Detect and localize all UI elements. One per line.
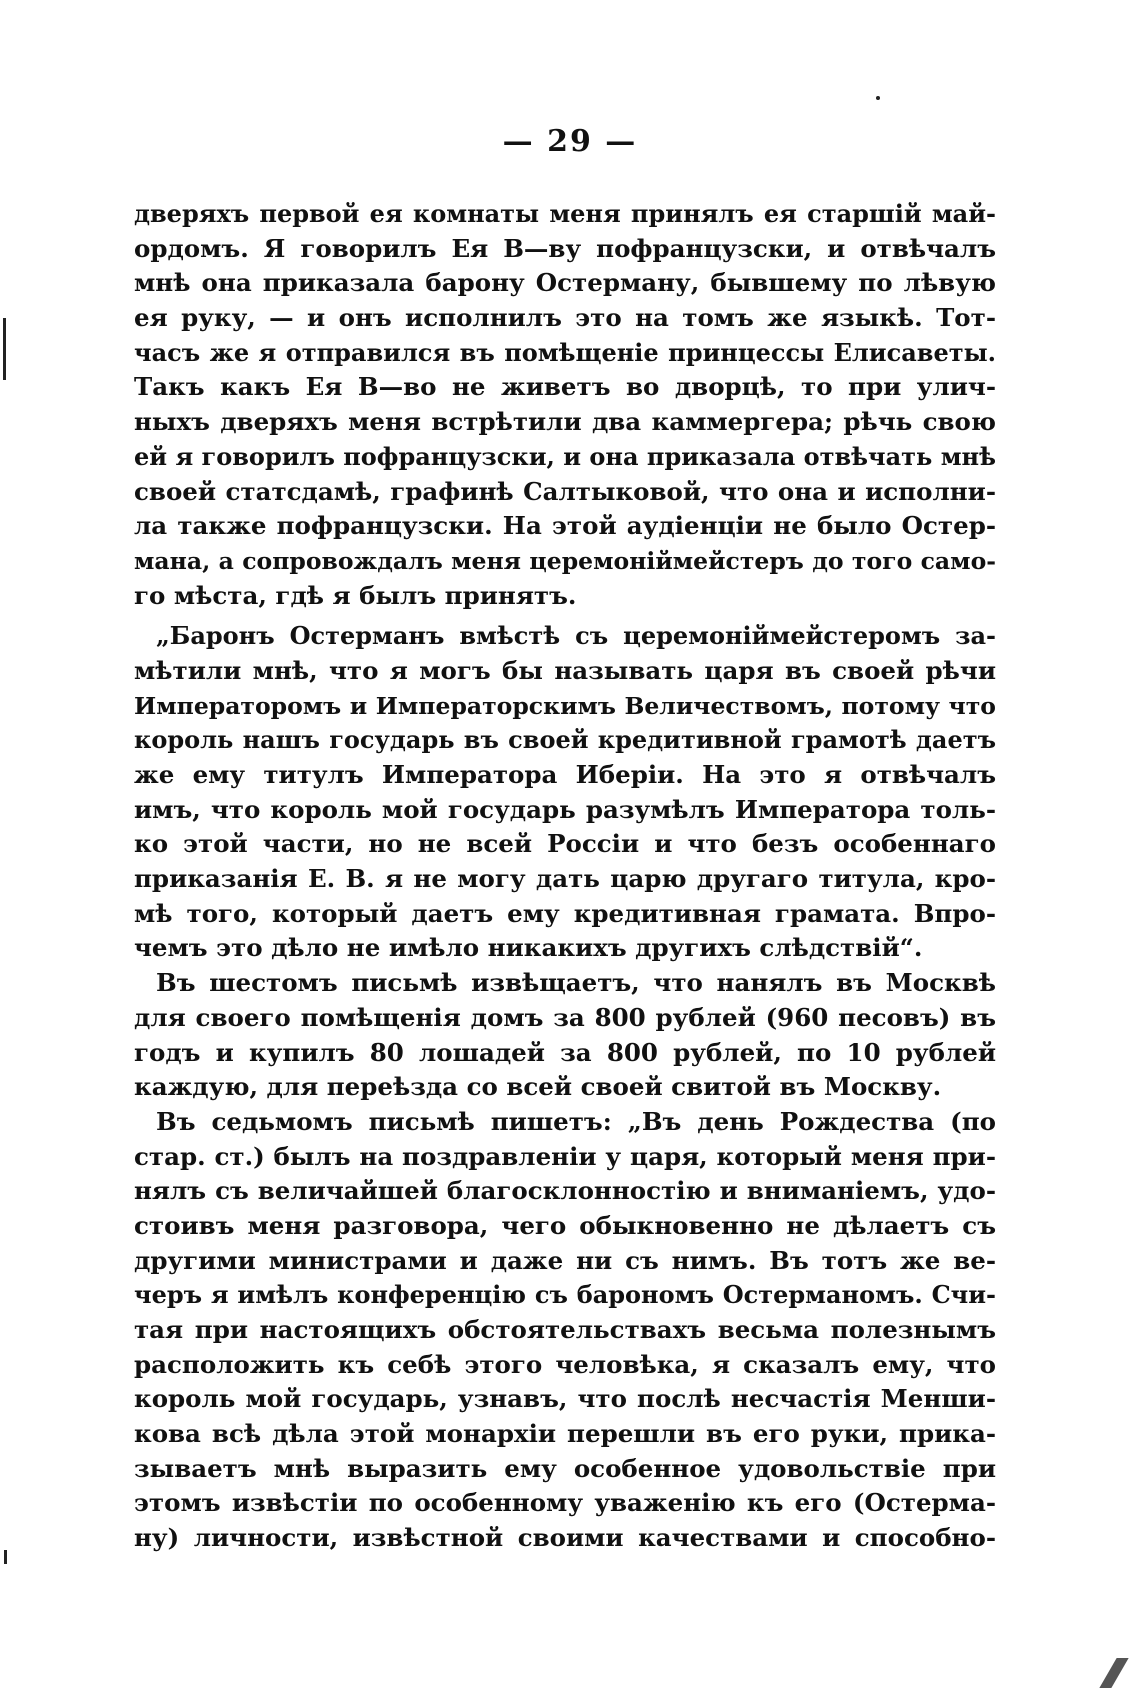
page-number: — 29 —: [502, 124, 638, 159]
text-line: мана, а сопровождалъ меня церемоніймейстеръ до того само-: [134, 546, 996, 575]
text-line: стар. ст.) былъ на поздравленіи у царя, который меня при-: [134, 1141, 996, 1171]
text-line: мнѣ она приказала барону Остерману, бывшему по лѣвую: [134, 268, 996, 298]
text-line: этомъ извѣстіи по особенному уваженію къ его (Остерма-: [134, 1488, 996, 1518]
text-line: Въ шестомъ письмѣ извѣщаетъ, что нанялъ въ Москвѣ: [156, 968, 996, 998]
text-line: ея руку, — и онъ исполнилъ это на томъ же языкѣ. Тот-: [134, 303, 996, 333]
text-line: Императоромъ и Императорскимъ Величествомъ, потому что: [134, 691, 996, 720]
text-line: Такъ какъ Ея В—во не живетъ во дворцѣ, то при улич-: [134, 372, 996, 402]
scan-edge-mark: [3, 318, 6, 380]
text-line: своей статсдамѣ, графинѣ Салтыковой, что она и исполни-: [134, 476, 996, 506]
paragraph-1: [134, 197, 996, 613]
text-line: ордомъ. Я говорилъ Ея В—ву пофранцузски, и отвѣчалъ: [134, 233, 996, 263]
text-line: Въ седьмомъ письмѣ пишетъ: „Въ день Рождества (по: [156, 1106, 996, 1136]
text-line: расположить къ себѣ этого человѣка, я сказалъ ему, что: [134, 1349, 996, 1379]
text-line: дверяхъ первой ея комнаты меня принялъ ея старшій май-: [134, 199, 996, 228]
text-line: ну) личности, извѣстной своими качествами и способно-: [134, 1523, 996, 1553]
text-line: нялъ съ величайшей благосклонностію и вниманіемъ, удо-: [134, 1176, 996, 1206]
text-line: каждую, для переѣзда со всей своей свитой въ Москву.: [134, 1072, 942, 1102]
text-line: „Баронъ Остерманъ вмѣстѣ съ церемоніймейстеромъ за-: [156, 621, 996, 651]
text-line: король нашъ государь въ своей кредитивной грамотѣ даетъ: [134, 725, 996, 755]
text-line: го мѣста, гдѣ я былъ принятъ.: [134, 580, 577, 610]
body-text: [134, 197, 996, 1556]
text-line: другими министрами и даже ни съ нимъ. Въ тотъ же ве-: [134, 1245, 996, 1275]
paragraph-2: [134, 619, 996, 966]
scan-speck: [1099, 1658, 1128, 1688]
text-line: черъ я имѣлъ конференцію съ барономъ Остерманомъ. Счи-: [134, 1280, 996, 1310]
text-line: ей я говорилъ пофранцузски, и она приказала отвѣчать мнѣ: [134, 441, 996, 471]
text-line: приказанія Е. В. я не могу дать царю другаго титула, кро-: [134, 864, 996, 894]
paragraph-4: [134, 1105, 996, 1556]
text-line: чемъ это дѣло не имѣло никакихъ другихъ слѣдствій“.: [134, 933, 923, 963]
text-line: ла также пофранцузски. На этой аудіенціи не было Остер-: [134, 511, 996, 541]
scan-edge-mark: [4, 1550, 7, 1564]
paragraph-3: [134, 966, 996, 1105]
text-line: же ему титулъ Императора Иберіи. На это я отвѣчалъ: [134, 760, 996, 789]
text-line: для своего помѣщенія домъ за 800 рублей (960 песовъ) въ: [134, 1002, 996, 1032]
text-line: тая при настоящихъ обстоятельствахъ весьма полезнымъ: [134, 1315, 996, 1344]
text-line: зываетъ мнѣ выразить ему особенное удовольствіе при: [134, 1453, 996, 1483]
text-line: годъ и купилъ 80 лошадей за 800 рублей, по 10 рублей: [134, 1037, 996, 1067]
text-line: мѣ того, который даетъ ему кредитивная грамата. Впро-: [134, 898, 996, 928]
text-line: часъ же я отправился въ помѣщеніе принцессы Елисаветы.: [134, 337, 996, 367]
text-line: ныхъ дверяхъ меня встрѣтили два каммергера; рѣчь свою: [134, 407, 996, 437]
text-line: кова всѣ дѣла этой монархіи перешли въ его руки, прика-: [134, 1419, 996, 1449]
scan-speck: [876, 96, 880, 100]
text-line: ко этой части, но не всей Россіи и что безъ особеннаго: [134, 829, 996, 859]
text-line: стоивъ меня разговора, чего обыкновенно не дѣлаетъ съ: [134, 1210, 996, 1240]
text-line: имъ, что король мой государь разумѣлъ Императора толь-: [134, 794, 996, 824]
text-line: король мой государь, узнавъ, что послѣ несчастія Менши-: [134, 1384, 996, 1414]
text-line: мѣтили мнѣ, что я могъ бы называть царя въ своей рѣчи: [134, 655, 996, 685]
